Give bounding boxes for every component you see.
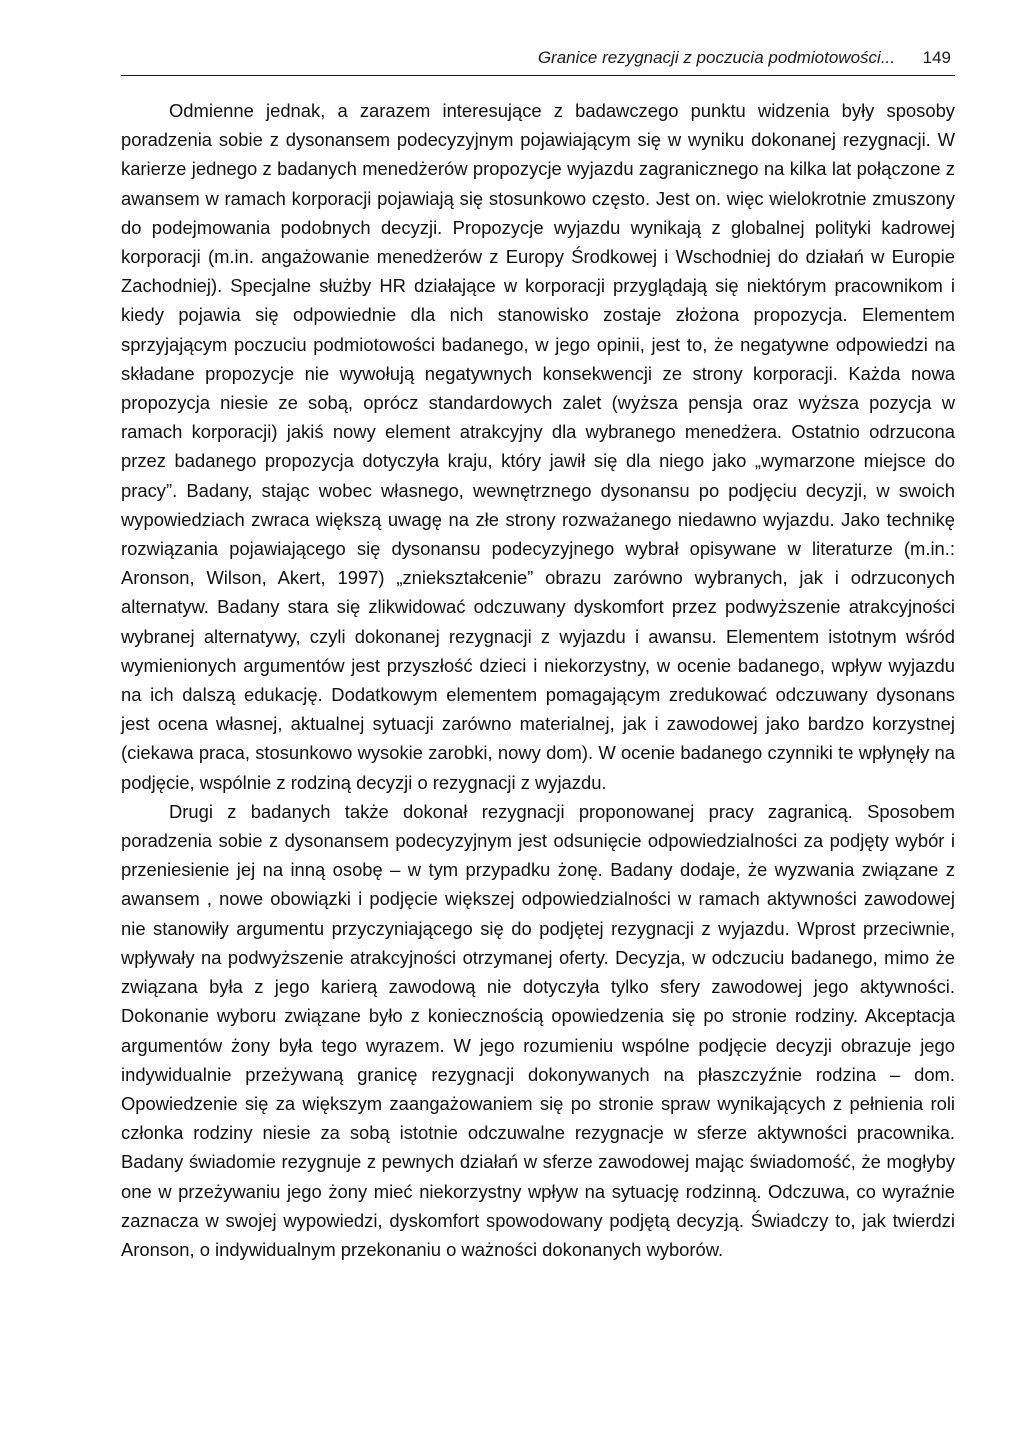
- paragraph-1: Odmienne jednak, a zarazem interesujące z badawczego punktu widzenia były sposoby poradzenia sobie z dysonansem podecyzyjnym pojawiającym się w wyniku dokonanej rezygnacji. W karierze jednego z badanych menedżerów propozycje wyjazdu zagranicznego na kilka lat połączone z awansem w ramach korporacji pojawiają się stosunkowo często. Jest on. więc wielokrotnie zmuszony do podejmowania podobnych decyzji. Propozycje wyjazdu wynikają z globalnej polityki kadrowej korporacji (m.in. angażowanie menedżerów z Europy Środkowej i Wschodniej do działań w Europie Zachodniej). Specjalne służby HR działające w korporacji przyglądają się niektórym pracownikom i kiedy pojawia się odpowiednie dla nich stanowisko zostaje złożona propozycja. Elementem sprzyjającym poczuciu podmiotowości badanego, w jego opinii, jest to, że negatywne odpowiedzi na składane propozycje nie wywołują negatywnych konsekwencji ze strony korporacji. Każda nowa propozycja niesie ze sobą, oprócz standardowych zalet (wyższa pensja oraz wyższa pozycja w ramach korporacji) jakiś nowy element atrakcyjny dla wybranego menedżera. Ostatnio odrzucona przez badanego propozycja dotyczyła kraju, który jawił się dla niego jako „wymarzone miejsce do pracy”. Badany, stając wobec własnego, wewnętrznego dysonansu po podjęciu decyzji, w swoich wypowiedziach zwraca większą uwagę na złe strony rozważanego niedawno wyjazdu. Jako technikę rozwiązania pojawiającego się dysonansu podecyzyjnego wybrał opisywane w literaturze (m.in.: Aronson, Wilson, Akert, 1997) „zniekształcenie” obrazu zarówno wybranych, jak i odrzuconych alternatyw. Badany stara się zlikwidować odczuwany dyskomfort przez podwyższenie atrakcyjności wybranej alternatywy, czyli dokonanej rezygnacji z wyjazdu i awansu. Elementem istotnym wśród wymienionych argumentów jest przyszłość dzieci i niekorzystny, w ocenie badanego, wpływ wyjazdu na ich dalszą edukację. Dodatkowym elementem pomagającym zredukować odczuwany dysonans jest ocena własnej, aktualnej sytuacji zarówno materialnej, jak i zawodowej jako bardzo korzystnej (ciekawa praca, stosunkowo wysokie zarobki, nowy dom). W ocenie badanego czynniki te wpłynęły na podjęcie, wspólnie z rodziną decyzji o rezygnacji z wyjazdu.: [121, 100, 955, 793]
- body-text: [121, 96, 955, 1264]
- paragraph-2: Drugi z badanych także dokonał rezygnacji proponowanej pracy zagranicą. Sposobem poradzenia sobie z dysonansem podecyzyjnym jest odsunięcie odpowiedzialności za podjęty wybór i przeniesienie jej na inną osobę – w tym przypadku żonę. Badany dodaje, że wyzwania związane z awansem , nowe obowiązki i podjęcie większej odpowiedzialności w ramach aktywności zawodowej nie stanowiły argumentu przyczyniającego się do podjętej rezygnacji z wyjazdu. Wprost przeciwnie, wpływały na podwyższenie atrakcyjności otrzymanej oferty. Decyzja, w odczuciu badanego, mimo że związana była z jego karierą zawodową nie dotyczyła tylko sfery zawodowej jego aktywności. Dokonanie wyboru związane było z koniecznością opowiedzenia się po stronie rodziny. Akceptacja argumentów żony była tego wyrazem. W jego rozumieniu wspólne podjęcie decyzji obrazuje jego indywidualnie przeżywaną granicę rezygnacji dokonywanych na płaszczyźnie rodzina – dom. Opowiedzenie się za większym zaangażowaniem się po stronie spraw wynikających z pełnienia roli członka rodziny niesie za sobą istotnie odczuwalne rezygnacje w sferze aktywności pracownika. Badany świadomie rezygnuje z pewnych działań w sferze zawodowej mając świadomość, że mogłyby one w przeżywaniu jego żony mieć niekorzystny wpływ na sytuację rodzinną. Odczuwa, co wyraźnie zaznacza w swojej wypowiedzi, dyskomfort spowodowany podjętą decyzją. Świadczy to, jak twierdzi Aronson, o indywidualnym przekonaniu o ważności dokonanych wyborów.: [121, 800, 955, 1260]
- page-number: 149: [922, 48, 951, 67]
- running-header: [121, 44, 955, 72]
- header-rule: [121, 75, 955, 76]
- running-title: Granice rezygnacji z poczucia podmiotowości...: [537, 48, 895, 67]
